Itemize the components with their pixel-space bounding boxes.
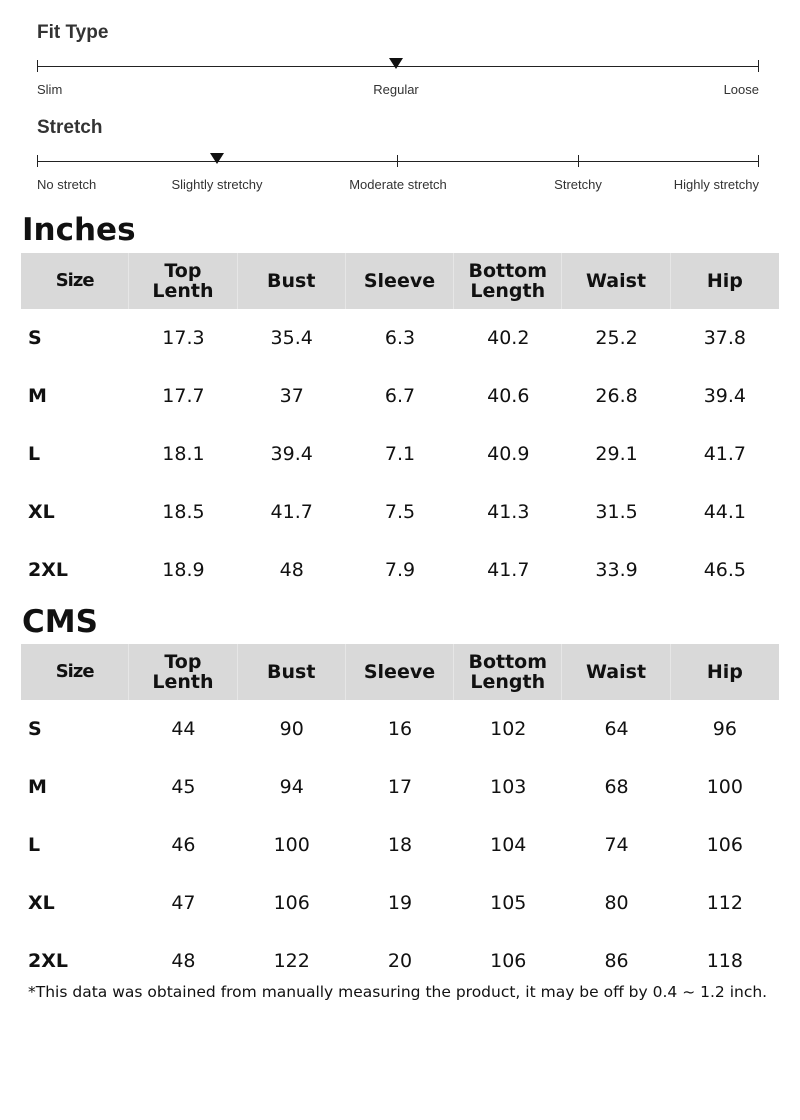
table-cell: 7.5 [384, 501, 416, 523]
cms-table [21, 644, 779, 990]
column-header: Size [21, 644, 129, 700]
table-row [21, 367, 779, 425]
stretch-scale [37, 155, 759, 195]
table-cell: 7.9 [384, 559, 416, 581]
table-cell: 17.3 [162, 327, 205, 349]
inches-table [21, 253, 779, 599]
stretch-line [37, 161, 759, 162]
column-header: Hip [671, 644, 779, 700]
table-cell: 6.7 [384, 385, 416, 407]
table-row [21, 483, 779, 541]
column-header: Waist [562, 644, 670, 700]
table-cell: 25.2 [595, 327, 638, 349]
fit-type-label-regular: Regular [373, 82, 419, 97]
table-cell: 96 [712, 718, 737, 740]
table-cell: 103 [490, 776, 527, 798]
table-cell: 48 [279, 559, 304, 581]
table-row [21, 874, 779, 932]
table-cell: 105 [490, 892, 527, 914]
table-row [21, 309, 779, 367]
size-cell: XL [28, 892, 55, 914]
stretch-tick [578, 155, 579, 167]
table-cell: 17 [387, 776, 413, 798]
table-cell: 90 [279, 718, 304, 740]
table-cell: 18.9 [162, 559, 205, 581]
stretch-label-slight: Slightly stretchy [171, 177, 263, 192]
size-cell: L [28, 443, 41, 465]
table-cell: 47 [171, 892, 196, 914]
table-cell: 122 [273, 950, 310, 972]
table-cell: 41.7 [270, 501, 313, 523]
table-row [21, 700, 779, 758]
size-cell: 2XL [28, 559, 68, 581]
table-cell: 106 [490, 950, 527, 972]
fit-type-title: Fit Type [37, 22, 109, 43]
column-header: Waist [562, 253, 670, 309]
size-cell: M [28, 385, 47, 407]
cms-title: CMS [22, 604, 98, 640]
table-cell: 19 [387, 892, 413, 914]
table-cell: 40.2 [487, 327, 530, 349]
table-cell: 106 [706, 834, 743, 856]
fit-type-label-loose: Loose [723, 82, 759, 97]
table-cell: 18.5 [162, 501, 205, 523]
column-header: Bottom Length [454, 253, 562, 309]
fit-type-marker-icon [389, 58, 403, 69]
stretch-label-none: No stretch [37, 177, 97, 192]
table-row [21, 758, 779, 816]
size-cell: S [28, 718, 42, 740]
column-header: Bust [238, 644, 346, 700]
fit-type-tick [37, 60, 38, 72]
table-row [21, 816, 779, 874]
table-row [21, 425, 779, 483]
table-cell: 106 [273, 892, 310, 914]
table-cell: 20 [387, 950, 413, 972]
table-cell: 29.1 [595, 443, 638, 465]
fit-type-scale [37, 60, 759, 100]
column-header: Bottom Length [454, 644, 562, 700]
table-cell: 41.7 [487, 559, 530, 581]
table-cell: 6.3 [384, 327, 416, 349]
table-cell: 68 [604, 776, 629, 798]
table-cell: 86 [604, 950, 629, 972]
size-cell: M [28, 776, 47, 798]
column-header: Sleeve [346, 644, 454, 700]
column-header: Top Lenth [129, 644, 237, 700]
table-cell: 94 [279, 776, 304, 798]
fit-type-tick [758, 60, 759, 72]
table-cell: 37.8 [703, 327, 746, 349]
table-cell: 48 [171, 950, 196, 972]
column-header: Hip [671, 253, 779, 309]
stretch-marker-icon [210, 153, 224, 164]
table-cell: 18 [387, 834, 413, 856]
table-cell: 31.5 [595, 501, 638, 523]
table-cell: 44 [171, 718, 196, 740]
table-cell: 39.4 [270, 443, 313, 465]
table-cell: 104 [490, 834, 527, 856]
table-cell: 74 [604, 834, 629, 856]
table-cell: 33.9 [595, 559, 638, 581]
column-header: Sleeve [346, 253, 454, 309]
table-row [21, 541, 779, 599]
table-row [21, 932, 779, 990]
table-cell: 41.3 [487, 501, 530, 523]
table-cell: 41.7 [703, 443, 746, 465]
stretch-label-moderate: Moderate stretch [349, 177, 447, 192]
table-cell: 64 [604, 718, 629, 740]
table-cell: 18.1 [162, 443, 205, 465]
column-header: Top Lenth [129, 253, 237, 309]
inches-title: Inches [22, 212, 136, 248]
size-cell: S [28, 327, 42, 349]
table-cell: 17.7 [162, 385, 205, 407]
table-cell: 112 [706, 892, 743, 914]
table-cell: 100 [706, 776, 743, 798]
table-cell: 80 [604, 892, 629, 914]
table-cell: 39.4 [703, 385, 746, 407]
table-cell: 102 [490, 718, 527, 740]
table-cell: 40.9 [487, 443, 530, 465]
stretch-title: Stretch [37, 117, 103, 138]
table-cell: 40.6 [487, 385, 530, 407]
table-cell: 26.8 [595, 385, 638, 407]
column-header: Size [21, 253, 129, 309]
table-cell: 37 [279, 385, 304, 407]
table-header-row [21, 253, 779, 309]
table-cell: 16 [387, 718, 413, 740]
column-header: Bust [238, 253, 346, 309]
stretch-tick [37, 155, 38, 167]
table-header-row [21, 644, 779, 700]
size-cell: XL [28, 501, 55, 523]
size-cell: L [28, 834, 41, 856]
size-cell: 2XL [28, 950, 68, 972]
fit-type-label-slim: Slim [37, 82, 63, 97]
table-cell: 45 [171, 776, 196, 798]
stretch-label-highly: Highly stretchy [673, 177, 759, 192]
table-cell: 118 [706, 950, 743, 972]
table-cell: 7.1 [384, 443, 416, 465]
table-cell: 46.5 [703, 559, 746, 581]
measurement-footnote: *This data was obtained from manually measuring the product, it may be off by 0.4 ~ 1.2 inch. [28, 983, 768, 1001]
stretch-label-stretchy: Stretchy [554, 177, 602, 192]
stretch-tick [397, 155, 398, 167]
stretch-tick [758, 155, 759, 167]
table-cell: 44.1 [703, 501, 746, 523]
table-cell: 35.4 [270, 327, 313, 349]
table-cell: 100 [273, 834, 310, 856]
table-cell: 46 [171, 834, 196, 856]
